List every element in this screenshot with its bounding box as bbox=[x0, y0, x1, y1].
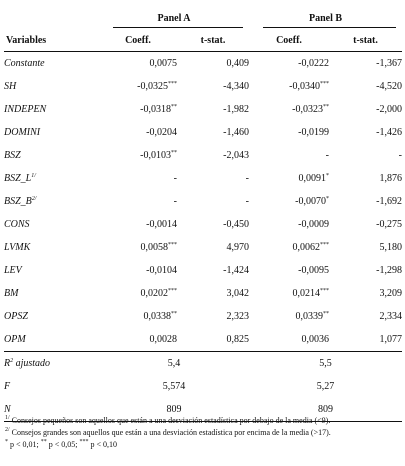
tstat-b-cell: 5,180 bbox=[379, 242, 402, 253]
stat-value-a: 5,4 bbox=[99, 352, 249, 376]
table-row bbox=[4, 305, 402, 328]
table-row bbox=[4, 167, 402, 190]
coeff-b-cell: 0,0062*** bbox=[292, 242, 329, 253]
tstat-a-cell: 4,970 bbox=[226, 242, 249, 253]
tstat-b-cell: -1,692 bbox=[376, 196, 402, 207]
panel-a-header: Panel A bbox=[99, 7, 249, 29]
stat-label: $R^2$ ajustado bbox=[4, 352, 99, 376]
tstat-a-cell: -1,982 bbox=[223, 104, 249, 115]
tstat-a-header: t-stat. bbox=[177, 29, 249, 52]
variable-name: BSZ bbox=[4, 150, 21, 161]
tstat-b-cell: 1,876 bbox=[379, 173, 402, 184]
tstat-b-cell: 1,077 bbox=[379, 334, 402, 345]
variable-name: BM bbox=[4, 288, 19, 299]
tstat-a-cell: -2,043 bbox=[223, 150, 249, 161]
coeff-a-cell: 0,0338** bbox=[143, 311, 177, 322]
table-row bbox=[4, 52, 402, 76]
coeff-b-cell: -0,0070* bbox=[295, 196, 329, 207]
tstat-b-cell: -1,367 bbox=[376, 58, 402, 69]
tstat-b-cell: -4,520 bbox=[376, 81, 402, 92]
table-row bbox=[4, 98, 402, 121]
stat-value-b: 5,27 bbox=[316, 381, 335, 392]
variable-name: Constante bbox=[4, 58, 45, 69]
tstat-b-cell: -1,426 bbox=[376, 127, 402, 138]
stat-value-a: 5,574 bbox=[162, 381, 186, 392]
tstat-b-cell: 3,209 bbox=[379, 288, 402, 299]
table-row bbox=[4, 144, 402, 167]
cropped-title-remnant bbox=[130, 0, 290, 4]
table-notes bbox=[5, 415, 403, 451]
variable-name: INDEPEN bbox=[4, 104, 47, 115]
coeff-b-cell: 0,0339** bbox=[295, 311, 329, 322]
coeff-a-cell: -0,0103** bbox=[140, 150, 177, 161]
column-header-row bbox=[4, 29, 402, 52]
coeff-b-header: Coeff. bbox=[249, 29, 329, 52]
variable-name: CONS bbox=[4, 219, 30, 230]
table-row bbox=[4, 328, 402, 352]
coeff-a-cell: -0,0325*** bbox=[137, 81, 177, 92]
tstat-a-cell: 2,323 bbox=[226, 311, 249, 322]
table-row bbox=[4, 236, 402, 259]
coeff-a-cell: - bbox=[173, 173, 177, 184]
tstat-b-header: t-stat. bbox=[329, 29, 402, 52]
coeff-a-cell: 0,0028 bbox=[149, 334, 177, 345]
coeff-b-cell: 0,0214*** bbox=[292, 288, 329, 299]
coeff-b-cell: -0,0199 bbox=[298, 127, 329, 138]
coeff-b-cell: -0,0222 bbox=[298, 58, 329, 69]
tstat-b-cell: -1,298 bbox=[376, 265, 402, 276]
stat-label: F bbox=[4, 381, 11, 392]
coeff-b-cell: -0,0095 bbox=[298, 265, 329, 276]
table-row bbox=[4, 213, 402, 236]
coeff-a-cell: -0,0104 bbox=[146, 265, 177, 276]
tstat-b-cell: -2,000 bbox=[376, 104, 402, 115]
stat-value-b: 809 bbox=[249, 398, 402, 422]
coeff-b-cell: -0,0340*** bbox=[289, 81, 329, 92]
coeff-b-cell: 0,0036 bbox=[301, 334, 329, 345]
table-row bbox=[4, 282, 402, 305]
variable-name: DOMINI bbox=[4, 127, 41, 138]
panel-b-header: Panel B bbox=[249, 7, 402, 29]
note-large-boards: $^{2/}$ Consejos grandes son aquellos que están a una desviación estadística por encima de la media (>17). bbox=[5, 427, 331, 437]
tstat-a-cell: 0,825 bbox=[226, 334, 249, 345]
stat-value-b: 5,5 bbox=[249, 352, 402, 376]
tstat-b-cell: - bbox=[398, 150, 402, 161]
coeff-a-cell: 0,0075 bbox=[149, 58, 177, 69]
tstat-b-cell: -0,275 bbox=[376, 219, 402, 230]
variable-name: LVMK bbox=[4, 242, 31, 253]
variable-name: SH bbox=[4, 81, 17, 92]
coeff-a-cell: -0,0014 bbox=[146, 219, 177, 230]
variable-name: OPM bbox=[4, 334, 26, 345]
coeff-a-cell: 0,0202*** bbox=[140, 288, 177, 299]
tstat-b-cell: 2,334 bbox=[379, 311, 402, 322]
coeff-a-cell: - bbox=[173, 196, 177, 207]
coeff-b-cell: 0,0091* bbox=[298, 173, 329, 184]
coeff-b-cell: - bbox=[325, 150, 329, 161]
tstat-a-cell: 3,042 bbox=[226, 288, 249, 299]
table-row bbox=[4, 190, 402, 213]
stat-row-r2 bbox=[4, 352, 402, 376]
table-row bbox=[4, 121, 402, 144]
variables-header: Variables bbox=[4, 29, 99, 52]
tstat-a-cell: - bbox=[245, 196, 249, 207]
tstat-a-cell: -4,340 bbox=[223, 81, 249, 92]
panel-header-row bbox=[4, 7, 402, 29]
note-significance: * p < 0,01; ** p < 0,05; *** p < 0,10 bbox=[5, 439, 117, 449]
table-row bbox=[4, 75, 402, 98]
tstat-a-cell: - bbox=[245, 173, 249, 184]
tstat-a-cell: -0,450 bbox=[223, 219, 249, 230]
stat-value-a: 809 bbox=[99, 398, 249, 422]
coeff-a-cell: -0,0204 bbox=[146, 127, 177, 138]
variable-name: LEV bbox=[4, 265, 22, 276]
coeff-b-cell: -0,0323** bbox=[292, 104, 329, 115]
tstat-a-cell: -1,460 bbox=[223, 127, 249, 138]
coeff-a-cell: 0,0058*** bbox=[140, 242, 177, 253]
variable-name: $BSZ\_B^{2/}$ bbox=[4, 196, 37, 207]
coeff-a-cell: -0,0318** bbox=[140, 104, 177, 115]
regression-table bbox=[4, 7, 402, 422]
tstat-a-cell: 0,409 bbox=[226, 58, 249, 69]
stat-label: N bbox=[4, 398, 99, 422]
coeff-a-header: Coeff. bbox=[99, 29, 177, 52]
coeff-b-cell: -0,0009 bbox=[298, 219, 329, 230]
stat-row-f bbox=[4, 375, 402, 398]
variable-name: OPSZ bbox=[4, 311, 28, 322]
variable-name: $BSZ\_L^{1/}$ bbox=[4, 173, 36, 184]
table-row bbox=[4, 259, 402, 282]
tstat-a-cell: -1,424 bbox=[223, 265, 249, 276]
note-small-boards: $^{1/}$ Consejos pequeños son aquellos que están a una desviación estadística por debajo de la media (<9). bbox=[5, 415, 331, 425]
